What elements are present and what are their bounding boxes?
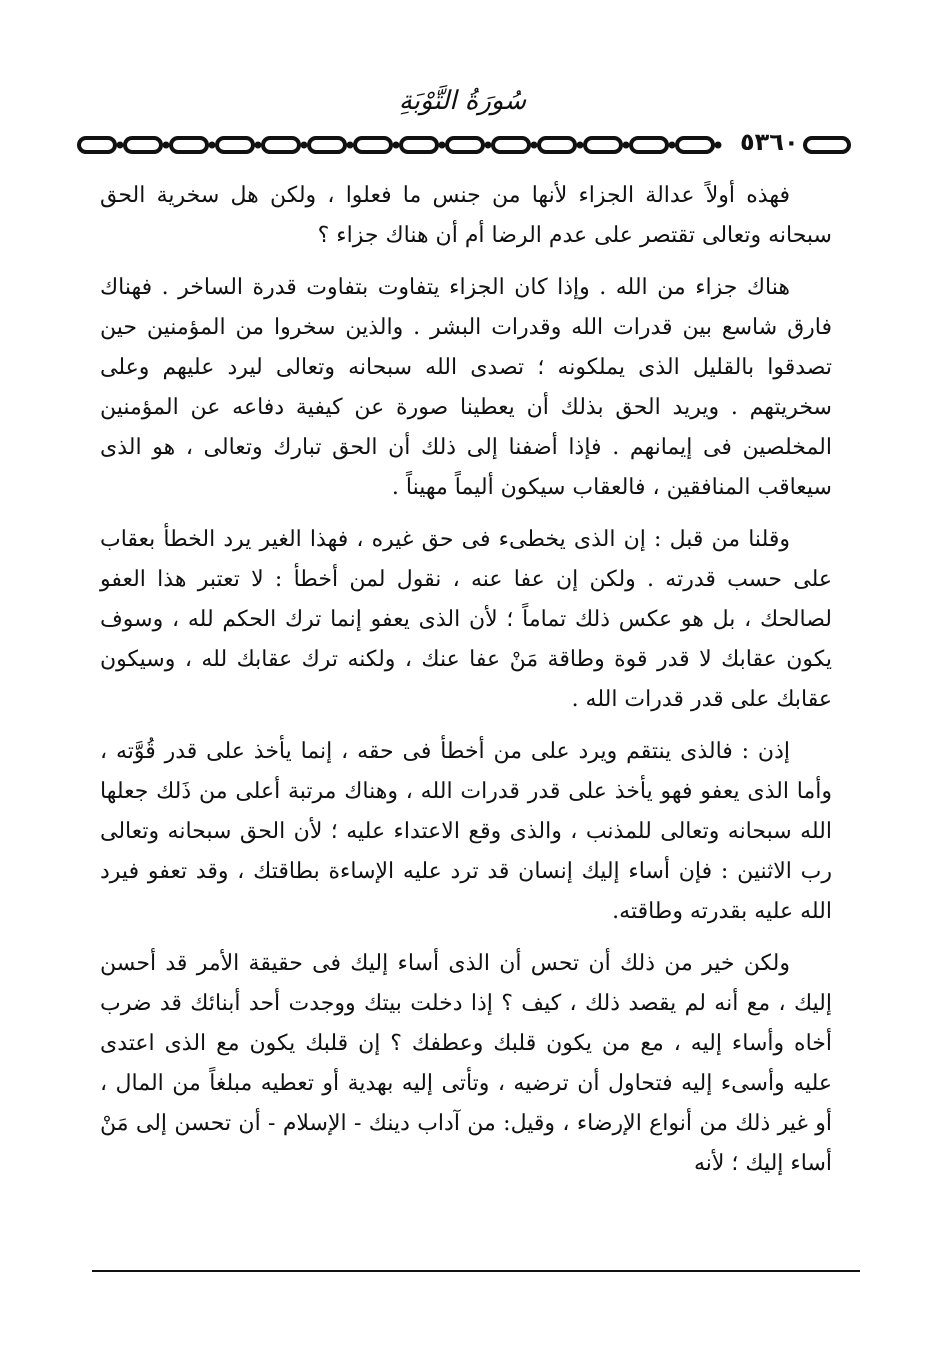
surah-title: سُورَةُ التَّوْبَةِ bbox=[398, 86, 527, 116]
ornament-dot bbox=[439, 142, 445, 148]
ornament-link bbox=[585, 138, 621, 152]
ornament-dot bbox=[117, 142, 123, 148]
ornament-link bbox=[171, 138, 207, 152]
ornament-link bbox=[217, 138, 253, 152]
ornament-link bbox=[125, 138, 161, 152]
ornament-dot bbox=[163, 142, 169, 148]
ornament-dot bbox=[347, 142, 353, 148]
body-text bbox=[100, 176, 832, 1184]
ornament-link bbox=[401, 138, 437, 152]
ornament-dot bbox=[301, 142, 307, 148]
paragraph-3: وقلنا من قبل : إن الذى يخطىء فى حق غيره ، فهذا الغير يرد الخطأ بعقاب على حسب قدرته . ولكن إن عفا عنه ، نقول لمن أخطأ : لا تعتبر هذا العفو لصالحك ، بل هو عكس ذلك تماماً ؛ لأن الذى يعفو إنما ترك الحكم لله ، وسوف يكون عقابك لا قدر قوة وطاقة مَنْ عفا عنك ، ولكنه ترك عقابك لله ، وسيكون عقابك على قدر قدرات الله . bbox=[100, 527, 832, 712]
paragraph-2: هناك جزاء من الله . وإذا كان الجزاء يتفاوت بتفاوت قدرة الساخر . فهناك فارق شاسع بين قدرات الله وقدرات البشر . والذين سخروا من المؤمنين حين تصدقوا بالقليل الذى يملكونه ؛ تصدى الله سبحانه وتعالى ليرد عليهم وعلى سخريتهم . ويريد الحق بذلك أن يعطينا صورة عن كيفية دفاعه عن المؤمنين المخلصين فى إيمانهم . فإذا أضفنا إلى ذلك أن الحق تبارك وتعالى ، هو الذى سيعاقب المنافقين ، فالعقاب سيكون أليماً مهيناً . bbox=[100, 275, 832, 500]
ornament-link bbox=[263, 138, 299, 152]
ornament-link bbox=[631, 138, 667, 152]
ornament-link bbox=[493, 138, 529, 152]
ornament-link bbox=[805, 138, 849, 152]
ornament-link bbox=[309, 138, 345, 152]
paragraph-5: ولكن خير من ذلك أن تحس أن الذى أساء إليك فى حقيقة الأمر قد أحسن إليك ، مع أنه لم يقصد ذلك ، كيف ؟ إذا دخلت بيتك ووجدت أحد أبنائك قد ضرب أخاه وأساء إليه ، مع من يكون قلبك وعطفك ؟ إن قلبك يكون مع الذى اعتدى عليه وأسىء إليه فتحاول أن ترضيه ، وتأتى إليه بهدية أو تعطيه مبلغاً من المال ، أو غير ذلك من أنواع الإرضاء ، وقيل: من آداب دينك - الإسلام - أن تحسن إلى مَنْ أساء إليك ؛ لأنه bbox=[100, 951, 832, 1176]
ornament-link bbox=[539, 138, 575, 152]
ornament-link bbox=[79, 138, 115, 152]
ornament-dot bbox=[669, 142, 675, 148]
ornament-dot bbox=[209, 142, 215, 148]
ornament-link bbox=[447, 138, 483, 152]
ornament-dot bbox=[255, 142, 261, 148]
page-number: ٥٣٦٠ bbox=[740, 128, 799, 156]
footer-rule bbox=[92, 1270, 860, 1272]
ornament-dot bbox=[531, 142, 537, 148]
ornament-dot bbox=[485, 142, 491, 148]
paragraph-4: إذن : فالذى ينتقم ويرد على من أخطأ فى حقه ، إنما يأخذ على قدر قُوَّته ، وأما الذى يعفو فهو يأخذ على قدر قدرات الله ، وهناك مرتبة أعلى من ذَلك جعلها الله سبحانه وتعالى للمذنب ، والذى وقع الاعتداء عليه ؛ لأن الحق سبحانه وتعالى رب الاثنين : فإن أساء إليك إنسان قد ترد عليه الإساءة بطاقتك ، وقد تعفو فيرد الله عليه بقدرته وطاقته. bbox=[100, 739, 832, 924]
ornament-dot bbox=[577, 142, 583, 148]
ornament-dot bbox=[393, 142, 399, 148]
paragraph-1: فهذه أولاً عدالة الجزاء لأنها من جنس ما فعلوا ، ولكن هل سخرية الحق سبحانه وتعالى تقتصر على عدم الرضا أم أن هناك جزاء ؟ bbox=[100, 183, 832, 248]
ornament-chain bbox=[79, 138, 849, 152]
ornament-dot bbox=[623, 142, 629, 148]
ornament-link bbox=[355, 138, 391, 152]
ornament-link bbox=[677, 138, 713, 152]
ornament-dot bbox=[715, 142, 721, 148]
ornamental-border bbox=[75, 128, 855, 168]
